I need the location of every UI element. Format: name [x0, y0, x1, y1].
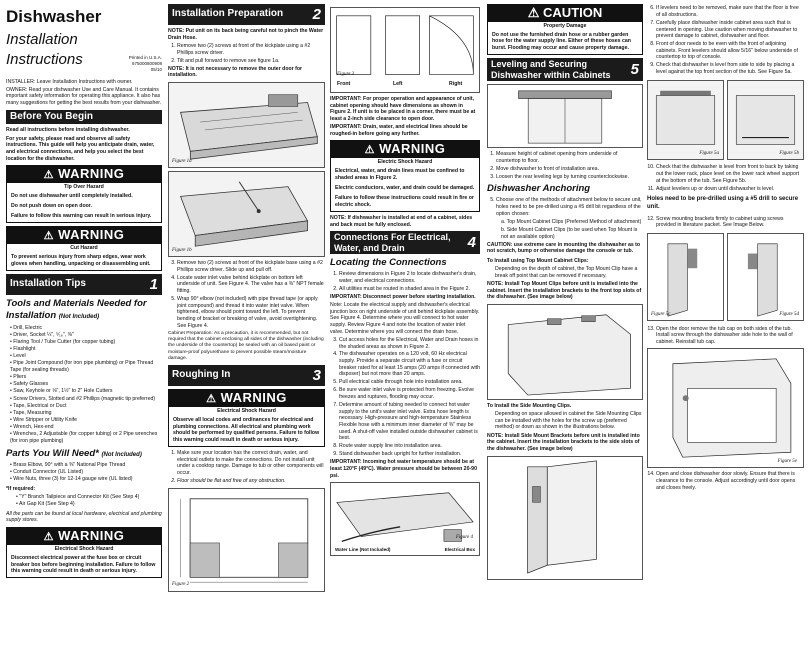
figure-side-mount	[487, 456, 643, 580]
leveling-header	[487, 58, 643, 81]
section-title: Leveling and Securing Dishwasher within Cabinets	[491, 59, 611, 80]
list-item: • Tape, Measuring	[10, 410, 162, 417]
list-item: 14. Open and close dishwasher door slowly. Ensure that there is clearance to the console. Adjust accordingly until door opens and closes freely.	[656, 471, 804, 491]
figure-5b	[727, 80, 804, 160]
list-item: • Conduit Connector (UL Listed)	[10, 469, 162, 476]
water-line-illustration	[331, 483, 479, 555]
list-item: 9. Stand dishwasher back upright for further installation.	[339, 451, 480, 458]
list-item: • Safety Glasses	[10, 381, 162, 388]
warning-sub: Tip Over Hazard	[64, 183, 104, 190]
list-item: 5. Pull electrical cable through hole into installation area.	[339, 379, 480, 386]
warning-label: WARNING	[58, 528, 125, 544]
figure-5a	[647, 80, 724, 160]
column-5	[647, 4, 804, 649]
warning-label: WARNING	[58, 227, 125, 243]
warning-text: Electric conductors, water, and drain could be damaged.	[335, 185, 475, 192]
figure-caption: Figure 4	[455, 534, 473, 540]
figure-4	[330, 482, 480, 556]
caution-label: CAUTION	[543, 5, 603, 20]
section-title: Roughing In	[172, 369, 231, 381]
important-1: IMPORTANT: For proper operation and appearance of unit, cabinet opening should have dimensions as shown in Figure 2. If unit is to be placed in a corner, there must be at least a 2-inch side clearance to open door.	[330, 96, 476, 122]
list-item: 5. Choose one of the methods of attachment below to secure unit, holes need to be pre-drilled using a #5 drill bit regardless of the option chosen:	[496, 197, 643, 217]
print-date: 05/10	[150, 66, 162, 72]
list-item: • Pipe Joint Compound (for iron pipe plumbing) or Pipe Thread Tape (for sealing threads)	[10, 360, 162, 373]
warning-text: To prevent serious injury from sharp edges, wear work gloves when handling, unpacking or disassembling unit.	[11, 254, 151, 267]
list-item: • Wire Nuts, three (3) for 12-14 gauge wire (UL listed)	[10, 476, 162, 483]
anchor-options	[501, 219, 643, 240]
warning-text: Failure to follow these instructions could result in fire or electric shock.	[335, 195, 474, 208]
installation-tips-header	[6, 274, 162, 295]
list-item: 1. Review dimensions in Figure 2 to locate dishwasher's drain, water, and electrical connections.	[339, 271, 480, 284]
page-subtitle-2: Instructions	[6, 50, 83, 68]
page-title: Dishwasher	[6, 7, 102, 26]
connections-header	[330, 231, 480, 254]
list-item: • Brass Elbow, 90° with a ⅜" National Pipe Thread	[10, 462, 162, 469]
column-4	[487, 4, 643, 649]
figure-1a	[168, 82, 325, 168]
figure-caption: Figure 5b	[779, 150, 799, 156]
step-12	[656, 216, 804, 229]
list-item: 3. Cut access holes for the Electrical, Water and Drain hoses in the shaded areas as shown in Figure 2.	[339, 337, 480, 350]
warning-label: WARNING	[58, 166, 125, 182]
installation-preparation-header	[168, 4, 325, 25]
locating-steps	[339, 271, 480, 292]
warning-text: Failure to follow this warning can result in serious injury.	[11, 213, 152, 220]
before-p1: Read all instructions before installing dishwasher.	[6, 127, 130, 134]
list-item: • Driver, Socket ¼", ⁵⁄₁₆", ⅜"	[10, 332, 162, 339]
warning-triangle-icon: ⚠	[43, 230, 54, 243]
figure-2	[168, 488, 325, 592]
prep-note-2: NOTE: It is not necessary to remove the outer door for installation.	[168, 65, 303, 79]
list-item: 4. The dishwasher operates on a 120 volt, 60 Hz electrical supply. Provide a separate circuit with a fuse or circuit breaker rated for at least 15 amps (20 amps if connected with disposer) but not more than 20 amps.	[339, 351, 480, 378]
warning-label: WARNING	[220, 390, 287, 406]
section-title: Installation Preparation	[172, 8, 284, 20]
warning-triangle-icon: ⚠	[43, 169, 54, 182]
leveling-steps-cont-2	[656, 164, 804, 192]
list-item: • Screw Drivers, Slotted and #2 Phillips (magnetic tip preferred)	[10, 396, 162, 403]
parts-list	[10, 462, 162, 483]
list-item: 8. Route water supply line into installation area.	[339, 443, 480, 450]
side-mount-clip-illustration	[488, 457, 642, 579]
bracket-screw-illustration	[648, 234, 723, 320]
caution-text: Do not use the furnished drain hose or a rubber garden hose for the water supply line. Either of these hoses can burst. Flooding may occur and cause property damage.	[492, 31, 631, 52]
owner-note: OWNER: Read your dishwasher Use and Care Manual. It contains important safety information for operating this appliance. It also has many suggestions for getting the best results from your dishwasher.	[6, 86, 162, 106]
list-item: 1. Make sure your location has the correct drain, water, and electrical outlets to make the connections. Do not install unit under a cooktop range. Damage to tub or other components will occur.	[177, 450, 325, 477]
list-item: • Air Gap Kit (See Step 4)	[16, 501, 162, 508]
section-title: Connections For Electrical, Water, and Drain	[334, 232, 451, 253]
side-mount-text: Depending on space allowed in cabinet the Side Mounting Clips can be installed with the holes for the screw up (preferred method) or down as shown in the illustrations below.	[495, 411, 642, 431]
top-mount-title: To Install using Top Mount Cabinet Clips:	[487, 258, 589, 265]
warning-text: Electrical, water, and drain lines must be confined to shaded areas in Figure 2.	[335, 168, 465, 181]
warning-sub: Cut Hazard	[70, 245, 98, 252]
list-item: 2. Move dishwasher to front of installation area.	[496, 166, 643, 173]
warning-sub: Electrical Shock Hazard	[217, 407, 276, 414]
if-required: *If required:	[6, 485, 36, 492]
list-item: 2. Tilt and pull forward to remove see figure 1a.	[177, 58, 325, 65]
warning-label: WARNING	[379, 141, 446, 157]
figure-caption: Figure 1b	[172, 247, 192, 253]
section-number: 4	[467, 234, 476, 252]
note-1: NOTE: If dishwasher is installed at end of a cabinet, sides and back must be fully enclosed.	[330, 215, 473, 228]
column-1	[6, 4, 162, 649]
section-number: 2	[312, 6, 321, 23]
section-number: 5	[630, 61, 639, 78]
dishwasher-base-illustration	[169, 172, 324, 256]
parts-title-text: Parts You Will Need*	[6, 447, 99, 459]
side-mount-title: To Install the Side Mounting Clips.	[487, 403, 572, 409]
list-item: 4. Locate water inlet valve behind kickplate on bottom left underside of unit. See Figure 4. The valve has a ⅜" NPT female fitting.	[177, 275, 325, 295]
list-item: • Wrenches, 2 Adjustable (for copper tubing) or 2 Pipe wrenches (for iron pipe plumbing)	[10, 431, 162, 444]
fig3-right-label: Right	[449, 81, 463, 87]
list-item: • Drill, Electric	[10, 325, 162, 332]
warning-electric-shock-lines	[330, 140, 480, 212]
tools-title	[6, 298, 162, 322]
parts-note: (Not Included)	[101, 451, 142, 458]
before-p2: For your safety, please read and observe all safety instructions. This guide will help you anticipate drain, water, and electrical connections, and help you select the best location for the dishwasher.	[6, 135, 155, 162]
warning-text: Observe all local codes and ordinances for electrical and plumbing connections. All electrical and plumbing work should be performed by qualified persons. Failure to follow this warning could result in death or serious injury.	[173, 417, 320, 443]
figure-5e	[647, 348, 804, 468]
warning-text: Do not push down on open door.	[11, 203, 92, 210]
list-item: 1. Remove two (2) screws at front of the kickplate using a #2 Phillips screw driver.	[177, 43, 325, 56]
printed-text: Printed in U.S.A.	[128, 55, 162, 61]
list-item: 3. Loosen the rear leveling legs by turning counterclockwise.	[496, 174, 643, 181]
list-item: • Wrench, Hex-end	[10, 424, 162, 431]
anchor-option: b. Side Mount Cabinet Clips (to be used when Top Mount is not an available option)	[501, 226, 638, 240]
figure-top-mount	[487, 304, 643, 400]
before-you-begin-header	[6, 110, 162, 125]
figure-caption: Figure 5e	[777, 459, 797, 465]
warning-triangle-icon: ⚠	[364, 144, 375, 157]
list-item: 6. Be sure water inlet valve is protected from freezing. Evolve freezes and ruptures, flooding may occur.	[339, 387, 480, 400]
warning-text: Do not use dishwasher until completely installed.	[11, 192, 133, 199]
list-item: 11. Adjust levelers up or down until dishwasher is level.	[656, 186, 804, 193]
rough-steps	[177, 450, 325, 485]
list-item: • Saw, Keyhole or ⅛", 1½" to 2" Hole Cutters	[10, 388, 162, 395]
list-item: • Tape, Electrical or Duct	[10, 403, 162, 410]
list-item: 3. Remove two (2) screws at front of the kickplate base using a #2 Phillips screw driver. Slide up and pull off.	[177, 260, 325, 273]
figure-leveling	[487, 84, 643, 148]
fig3-left-label: Left	[393, 81, 403, 87]
locating-important-2: IMPORTANT: Incoming hot water temperature should be at least 120°F (49°C). Water pressure should be between 20-90 psi.	[330, 459, 477, 479]
anchor-option: a. Top Mount Cabinet Clips (Preferred Method of attachment)	[501, 218, 642, 225]
section-number: 1	[149, 276, 158, 294]
list-item: 1. Measure height of cabinet opening from underside of countertop to floor.	[496, 151, 643, 164]
cabinet-prep: Cabinet Preparation: As a precaution, it is recommended, but not required that the cabinet enclosing all sides of the dishwasher (including the underside of the countertop) be sealed with an oil based paint or moisture-proof polyurethane to prevent possible steam/moisture damage.	[168, 330, 324, 361]
list-item: 7. Determine amount of tubing needed to connect hot water supply to the unit's water inlet valve. Extra hose length is necessary. High-pressure and high-temperature Stainless Flexible hose with a minimum inner diameter of ⅜" may be used. A shut-off valve installed outside dishwasher cabinet is best.	[339, 402, 480, 442]
dishwasher-kickplate-illustration	[169, 83, 324, 167]
step-14	[656, 471, 804, 491]
column-2	[168, 4, 325, 649]
warning-triangle-icon: ⚠	[43, 531, 54, 544]
bracket-mount-illustration	[728, 234, 803, 320]
section-title: Before You Begin	[10, 110, 93, 122]
list-item: 7. Carefully place dishwasher inside cabinet area such that is centered in opening. Use caution when moving dishwasher to prevent damage to cabinet, dishwasher and floor.	[656, 20, 804, 40]
list-item: • Flashlight	[10, 346, 162, 353]
list-item: • Wire Stripper or Utility Knife	[10, 417, 162, 424]
predrill-note: Holes need to be pre-drilled using a #5 drill to secure unit.	[647, 196, 799, 210]
section-number: 3	[312, 367, 321, 385]
figure-5d	[727, 233, 804, 321]
list-item: 12. Screw mounting brackets firmly to cabinet using screws provided in literature packet. See Image Below.	[656, 216, 804, 229]
figure-caption: Figure 5d	[779, 311, 799, 317]
column-3	[330, 4, 480, 649]
list-item: 2. Floor should be flat and free of any obstruction.	[177, 478, 325, 485]
warning-triangle-icon: ⚠	[206, 393, 217, 406]
list-item: 6. If levelers need to be removed, make sure that the floor is free of all obstructions.	[656, 5, 804, 18]
list-item: 2. All utilities must be routed in shaded area in the Figure 2.	[339, 286, 480, 293]
list-item: • Pliers	[10, 374, 162, 381]
important-2: IMPORTANT: Drain, water, and electrical lines should be roughed-in before going any further.	[330, 124, 468, 137]
list-item: 10. Check that the dishwasher is level from front to back by taking out the lower rack, place level on the lower rack wheel support at the bottom of the tub. See Figure 5b.	[656, 164, 804, 184]
section-title: Installation Tips	[10, 278, 86, 290]
figure-5ab-row	[647, 77, 804, 163]
list-item: 5. Wrap 90° elbow (not included) with pipe thread tape (or apply joint compound) and thread it into water inlet valve. When tightened, elbow should point toward the left. To prevent bending of bracket or breaking of valve, avoid overtightening. See Figure 4.	[177, 296, 325, 329]
cabinet-dimensions-diagram	[169, 489, 324, 591]
leveling-steps-cont	[656, 5, 804, 75]
list-item: 8. Front of door needs to be even with the front of adjoining cabinets. Front levelers should allow 5/16" below underside of countertop to top of console.	[656, 41, 804, 61]
figure-5cd-row	[647, 230, 804, 324]
caution-sub: Property Damage	[543, 22, 587, 29]
locating-important: IMPORTANT: Disconnect power before starting installation.	[330, 293, 476, 300]
figure-caption: Figure 5a	[699, 150, 719, 156]
step-13	[656, 326, 804, 346]
top-mount-clip-illustration	[488, 305, 642, 399]
caution-2: CAUTION: use extreme care in mounting the dishwasher as to not scratch, bump or otherwise damage the console or tub.	[487, 241, 641, 255]
warning-sub: Electrical Shock Hazard	[54, 545, 114, 552]
locating-steps-2	[339, 337, 480, 458]
note-top-mount: NOTE: Install Top Mount Clips before unit is installed into the cabinet. Insert the installation brackets to the front top slots of the dishwasher. (See image below)	[487, 281, 642, 301]
parts-footer: All the parts can be found at local hardware, electrical and plumbing supply stores.	[6, 510, 162, 524]
prep-steps-2	[177, 260, 325, 329]
figure-caption: Figure 5c	[651, 311, 671, 317]
page-subtitle-1: Installation	[6, 30, 78, 48]
list-item: • "Y" Branch Tailpiece and Connector Kit (See Step 4)	[16, 494, 162, 501]
anchoring-title: Dishwasher Anchoring	[487, 183, 591, 195]
tools-note: (Not Included)	[58, 314, 100, 321]
tools-list	[10, 325, 162, 445]
parts-title	[6, 448, 162, 460]
tools-title-text: Tools and Materials Needed for Installation	[6, 298, 147, 322]
warning-electrical-shock	[6, 527, 162, 578]
figure-1b	[168, 171, 325, 257]
list-item: • Level	[10, 353, 162, 360]
list-item: 9. Check that dishwasher is level from side to side by placing a level against the top front section of the tub. See Figure 5a.	[656, 62, 804, 75]
note-side-mount: NOTE: Install Side Mount Brackets before unit is installed into the cabinet. Insert the installation brackets to the side slots of the dishwasher. (See image below)	[487, 432, 640, 452]
installer-note: INSTALLER: Leave Installation Instructions with owner.	[6, 78, 133, 85]
list-item: 13. Open the door remove the tub cap on both sides of the tub. Install screw through the dishwasher side hole to the wall of cabinet. Reinstall tub cap.	[656, 326, 804, 346]
tub-cap-illustration	[648, 349, 803, 467]
part-number: 675000800908	[131, 61, 162, 66]
caution-property-damage	[487, 4, 643, 55]
roughing-in-header	[168, 365, 325, 386]
leveling-steps	[496, 151, 643, 180]
level-side-illustration	[648, 81, 723, 159]
figure-caption: Figure 3	[337, 71, 355, 77]
figure-5c	[647, 233, 724, 321]
caution-triangle-icon: ⚠	[527, 5, 540, 20]
fig3-front-label: Front	[337, 81, 351, 87]
locating-note: Note: Locate the electrical supply and dishwasher's electrical junction box on right underside of unit behind kickplate assembly. See Figure 4. Determine where you will connect to hot water supply. Review Figure 4 and note the location of water inlet valve. Determine where you will connect the drain hose.	[330, 302, 480, 335]
top-mount-text: Depending on the depth of cabinet, the Top Mount Clip have a break off point that can be removed if necessary.	[495, 266, 638, 279]
warning-roughing	[168, 389, 325, 447]
figure-caption: Figure 2	[172, 582, 190, 588]
locating-title: Locating the Connections	[330, 257, 447, 268]
warning-tip-over	[6, 165, 162, 223]
warning-text: Disconnect electrical power at the fuse box or circuit breaker box before beginning installation. Failure to follow this warning could result in death or serious injury.	[11, 554, 156, 575]
water-line-label: Water Line (Not Included)	[335, 547, 391, 553]
warning-cut	[6, 226, 162, 271]
prep-note: NOTE: Put unit on its back being careful not to pinch the Water Drain Hose.	[168, 28, 324, 41]
level-front-illustration	[728, 81, 803, 159]
electrical-box-label: Electrical Box	[444, 547, 475, 553]
warning-sub: Electric Shock Hazard	[377, 159, 433, 166]
anchor-step	[496, 197, 643, 217]
if-required-list	[16, 494, 162, 508]
prep-steps	[177, 43, 325, 64]
cabinet-opening-views	[331, 8, 479, 92]
cabinet-height-illustration	[488, 85, 642, 147]
list-item: • Flaring Tool / Tube Cutter (for copper tubing)	[10, 339, 162, 346]
figure-3	[330, 7, 480, 93]
figure-caption: Figure 1a	[172, 158, 192, 164]
